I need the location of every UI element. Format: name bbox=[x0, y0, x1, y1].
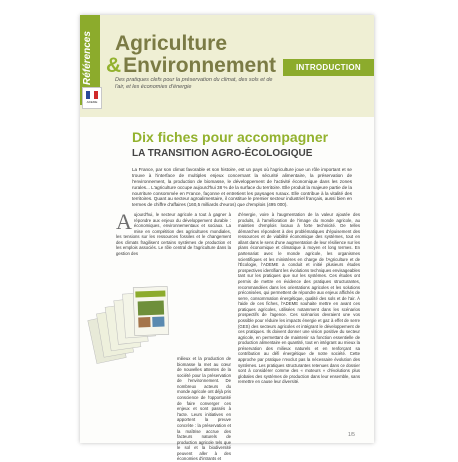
section-badge: INTRODUCTION bbox=[283, 59, 374, 76]
ademe-logo bbox=[82, 87, 102, 109]
flag-icon bbox=[86, 91, 98, 99]
side-tab-label: Références bbox=[82, 31, 93, 85]
left-column-top bbox=[116, 209, 231, 257]
title-ampersand: & bbox=[106, 54, 122, 77]
left-column-top-text: ujourd'hui, le secteur agricole a tout à gagner à répondre aux enjeux du développement durable : économiques, environnementaux et sociaux. La mise en compétition des agricultures mondiales, les tensions sur les ressources fossiles et le changement des climats fragilisent certains systèmes de production et les emplois associés. Le rôle central de l'agriculture dans la gestion des bbox=[116, 212, 231, 257]
magazine-covers-image bbox=[90, 283, 185, 373]
article-subtitle: LA TRANSITION AGRO-ÉCOLOGIQUE bbox=[132, 148, 313, 159]
title-line-2 bbox=[106, 55, 276, 76]
page-header bbox=[80, 15, 374, 117]
right-column: d'énergie, voire à l'augmentation de la valeur ajoutée des produits, à l'amélioration de l'image du monde agricole, au maintien d'emplois locaux à forte technicité. De telles démarches répondent à des problématiques d'épuisement des ressources et de viabilité économique des systèmes, tout en allant dans le sens d'une augmentation de leur résilience sur les plans économique et climatique à moyen et long termes. En partenariat avec le monde agricole, les organismes scientifiques et les ministères en charge de l'Agriculture et de l'Écologie, l'ADEME a conduit et initié plusieurs études prospectives identifiant les évolutions techniques envisageables tant sur les pratiques que sur les systèmes. Ces études ont permis de mettre en évidence des pratiques structurantes, recommandées dans les orientations agricoles et les solutions préconisées, qui permettent de répondre aux enjeux affichés de serre, consommation énergétique, qualité des sols et de l'air. À l'aide de ces fiches, l'ADEME souhaite mettre en avant ces pratiques agricoles, utilisées notamment dans les scénarios prospectifs de l'agence. Ces scénarios devraient une vos possible pour réduire les impacts énergie et gaz à effet de serre (GES) des secteurs agricoles et intégrant le développement de ces pratiques. Ils doivent donner une vision positive du secteur agricole, en permettant de maintenir sa fonction essentielle de production alimentaire en quantité, tout en intégrant au mieux la préservation des milieux naturels et en renforçant sa contribution au défi énergétique de notre société. Cette approche par pratique n'exclut pas la nécessaire évolution des systèmes. Les pratiques structurantes retenues dans ce dossier sont à considérer comme des « moteurs » d'évolutions plus globales des systèmes de production dans leur ensemble, sans remettre en cause leur diversité. bbox=[238, 212, 360, 385]
magazine-stack-icon bbox=[88, 286, 169, 363]
title-word: Environnement bbox=[123, 54, 277, 77]
document-page bbox=[80, 15, 374, 462]
left-column-bottom: milieux et la production de biomasse la met au cœur de nouvelles attentes de la société pour la préservation de l'environnement. De nombreux acteurs du monde agricole ont déjà pris conscience de l'opportunité de faire converger ces enjeux et sont passés à l'acte. Leurs initiatives en apportent la preuve concrète : la préservation et la maîtrise accrue des facteurs naturels de production agricole tels que le sol et la biodiversité peuvent aller à des économies d'intrants et bbox=[177, 356, 231, 462]
article-title: Dix fiches pour accompagner bbox=[132, 129, 329, 145]
drop-cap: A bbox=[116, 209, 132, 234]
header-subtitle: Des pratiques clefs pour la préservation du climat, des sols et de l'air, et les économies d'énergie bbox=[115, 77, 273, 91]
title-line-1: Agriculture bbox=[115, 32, 228, 55]
page-number: 1/5 bbox=[348, 432, 355, 438]
lead-paragraph: La France, par son climat favorable et son histoire, est un pays où l'agriculture joue un rôle important et se trouve à l'interface de multiples enjeux concernant la sécurité alimentaire, la préservation de l'environnement, la production de biomasse, le développement de l'activité économique dans les zones rurales... L'agriculture occupe aujourd'hui 38 % de la surface du territoire. Elle produit la majeure partie de la nourriture consommée en France, façonne et entretient les paysages ruraux. Elle contribue à la vitalité des territoires. Quant au secteur agroalimentaire, il constitue le premier secteur industriel français, aussi bien en termes de chiffre d'affaires (160,5 milliards d'euros) que d'emplois (495 000). bbox=[132, 167, 352, 208]
logo-label: ADEME bbox=[86, 100, 98, 104]
